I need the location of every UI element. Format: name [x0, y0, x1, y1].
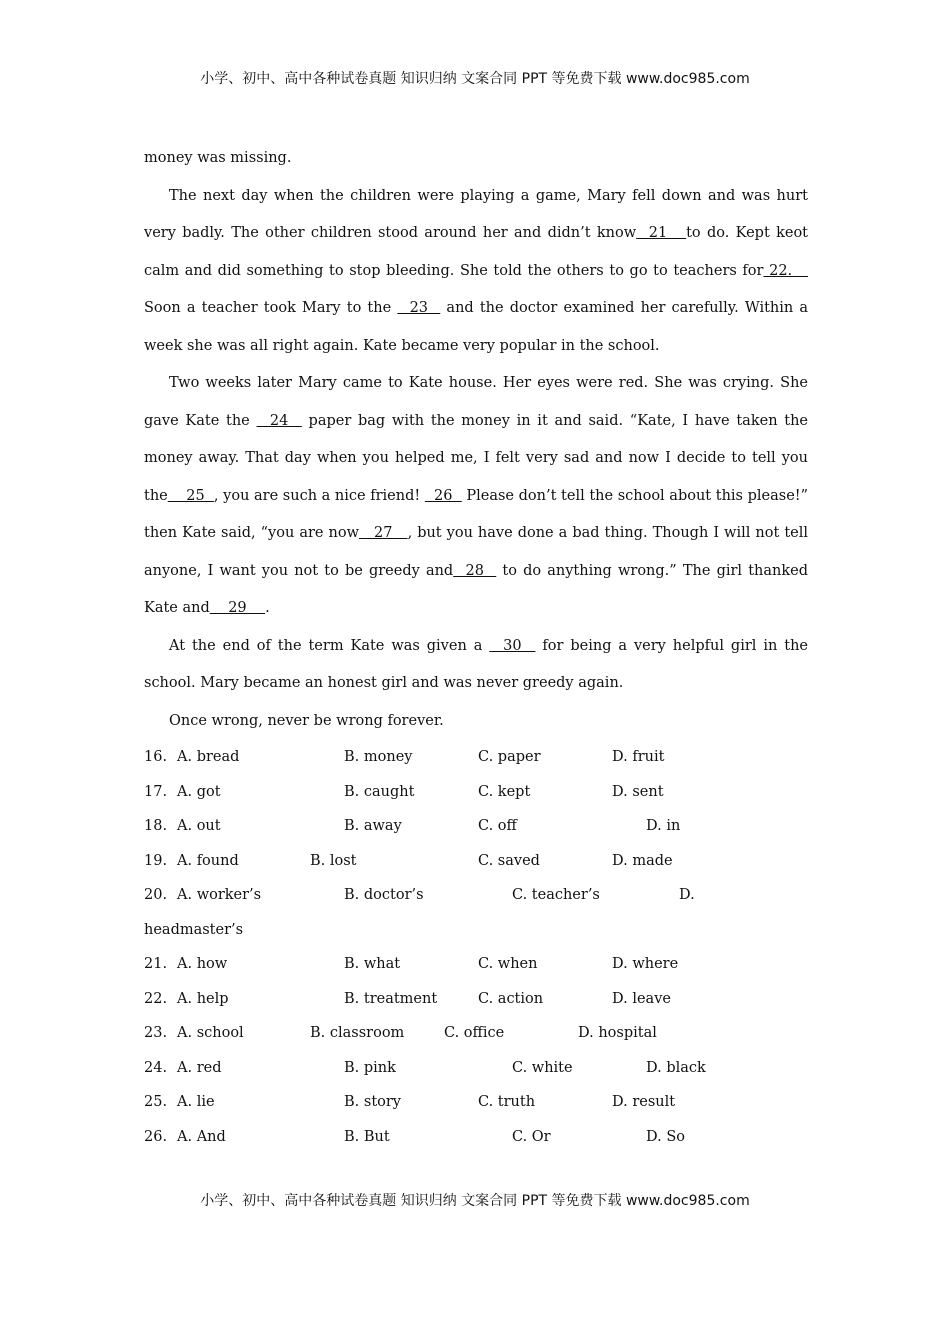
question-24 — [144, 1051, 808, 1086]
option-d: D. where — [612, 956, 679, 972]
option-c: C. saved — [478, 852, 540, 869]
option-d: D. sent — [612, 783, 664, 800]
option-c: C. truth — [478, 1094, 536, 1110]
text-run: Soon a teacher took Mary to the — [144, 300, 398, 316]
option-a: A. out — [177, 818, 221, 834]
blank-23: 23 — [397, 300, 441, 316]
option-a: A. lie — [177, 1094, 215, 1110]
text-run: . — [265, 600, 270, 616]
option-c: C. Or — [512, 1128, 551, 1145]
blank-21: 21 — [636, 225, 687, 241]
options-list — [144, 740, 808, 1154]
text-run: Please don’t tell the school about this please!” then Kate said, “you are now — [144, 487, 809, 541]
question-number: 22. — [144, 990, 168, 1007]
question-25 — [144, 1085, 808, 1120]
text-run: paper bag with the money in it and said. “Kate, I have taken the money away. That day when you helped me, I felt very sad and now I decide to tell you the — [144, 412, 808, 504]
option-d: D. made — [612, 852, 673, 869]
text-run: At the end of the term Kate was given a — [169, 637, 490, 654]
continuation-line: money was missing. — [144, 150, 292, 166]
option-d: D. in — [646, 818, 681, 834]
text-run: , you are such a nice friend! — [213, 487, 425, 504]
option-d: D. black — [646, 1059, 706, 1076]
paragraph-3 — [144, 628, 808, 703]
option-c: C. office — [444, 1025, 505, 1041]
question-number: 20. — [144, 887, 168, 903]
question-number: 24. — [144, 1059, 168, 1076]
option-b: B. pink — [344, 1059, 396, 1076]
option-b: B. doctor’s — [344, 887, 424, 903]
option-a: A. red — [177, 1059, 222, 1076]
option-c: C. paper — [478, 749, 541, 765]
option-a: A. bread — [177, 749, 240, 765]
paragraph-1 — [144, 178, 808, 366]
option-d: D. hospital — [578, 1025, 657, 1041]
option-b: B. caught — [344, 783, 415, 800]
option-b: B. money — [344, 749, 413, 765]
option-a: A. help — [177, 990, 229, 1007]
question-number: 18. — [144, 818, 168, 834]
option-b: B. treatment — [344, 990, 438, 1007]
blank-28: 28 — [453, 562, 497, 579]
question-23 — [144, 1016, 808, 1051]
option-d-text: headmaster’s — [144, 921, 244, 938]
question-22 — [144, 982, 808, 1017]
question-19 — [144, 844, 808, 879]
question-number: 21. — [144, 956, 168, 972]
option-b: B. lost — [310, 852, 357, 869]
paragraph-2 — [144, 365, 808, 628]
question-17 — [144, 775, 808, 810]
option-b: B. But — [344, 1128, 390, 1145]
text-run: and the doctor examined her carefully. Within a week she was all right again. Kate became very popular in the school. — [144, 300, 809, 354]
option-a: A. And — [177, 1128, 226, 1145]
page-footer: 小学、初中、高中各种试卷真题 知识归纳 文案合同 PPT 等免费下载 www.doc985.com — [200, 1193, 750, 1209]
page-header: 小学、初中、高中各种试卷真题 知识归纳 文案合同 PPT 等免费下载 www.doc985.com — [200, 71, 750, 87]
option-b: B. away — [344, 818, 402, 834]
option-a: A. got — [177, 783, 221, 800]
text-run: to do. Kept keot calm and did something to stop bleeding. She told the others to go to teachers for — [144, 225, 808, 279]
option-c: C. when — [478, 956, 538, 972]
blank-24: 24 — [256, 412, 302, 429]
blank-30: 30 — [489, 637, 536, 654]
question-16 — [144, 740, 808, 775]
option-d: D. leave — [612, 990, 671, 1007]
option-a: A. found — [177, 852, 239, 869]
question-number: 19. — [144, 852, 168, 869]
question-number: 25. — [144, 1094, 168, 1110]
option-c: C. white — [512, 1059, 573, 1076]
document-body — [144, 140, 808, 1154]
question-number: 17. — [144, 783, 168, 800]
option-a: A. school — [177, 1025, 244, 1041]
option-d: D. fruit — [612, 749, 665, 765]
option-a: A. worker’s — [177, 887, 262, 903]
question-18 — [144, 809, 808, 844]
option-d: D. result — [612, 1094, 676, 1110]
text-run: , but you have done a bad thing. Though I will not tell anyone, I want you not to be greedy and — [144, 525, 808, 579]
option-a: A. how — [177, 956, 228, 972]
question-20-wrap — [144, 913, 808, 948]
blank-27: 27 — [359, 525, 408, 541]
question-number: 16. — [144, 749, 168, 765]
question-number: 23. — [144, 1025, 168, 1041]
blank-22: 22. — [763, 262, 808, 279]
blank-25: 25 — [167, 487, 214, 504]
option-c: C. action — [478, 990, 544, 1007]
question-21 — [144, 947, 808, 982]
option-c: C. off — [478, 818, 517, 834]
text-run: Two weeks later Mary came to Kate house. Her eyes were red. She was crying. She gave Kate the — [144, 375, 808, 429]
text-run: The next day when the children were playing a game, Mary fell down and was hurt very badly. The other children stood around her and didn’t know — [144, 187, 808, 241]
option-b: B. story — [344, 1094, 401, 1110]
option-d: D. — [679, 887, 695, 903]
paragraph-4: Once wrong, never be wrong forever. — [169, 712, 444, 729]
option-b: B. what — [344, 956, 401, 972]
option-c: C. teacher’s — [512, 887, 600, 903]
option-d: D. So — [646, 1128, 685, 1145]
blank-26: 26 — [424, 487, 462, 504]
question-20 — [144, 878, 808, 913]
question-26 — [144, 1120, 808, 1155]
option-c: C. kept — [478, 783, 531, 800]
text-run: to do anything wrong.” The girl thanked Kate and — [144, 562, 809, 616]
option-b: B. classroom — [310, 1025, 405, 1041]
question-number: 26. — [144, 1128, 168, 1145]
blank-29: 29 — [209, 600, 266, 616]
text-run: for being a very helpful girl in the school. Mary became an honest girl and was never greedy again. — [144, 637, 808, 691]
